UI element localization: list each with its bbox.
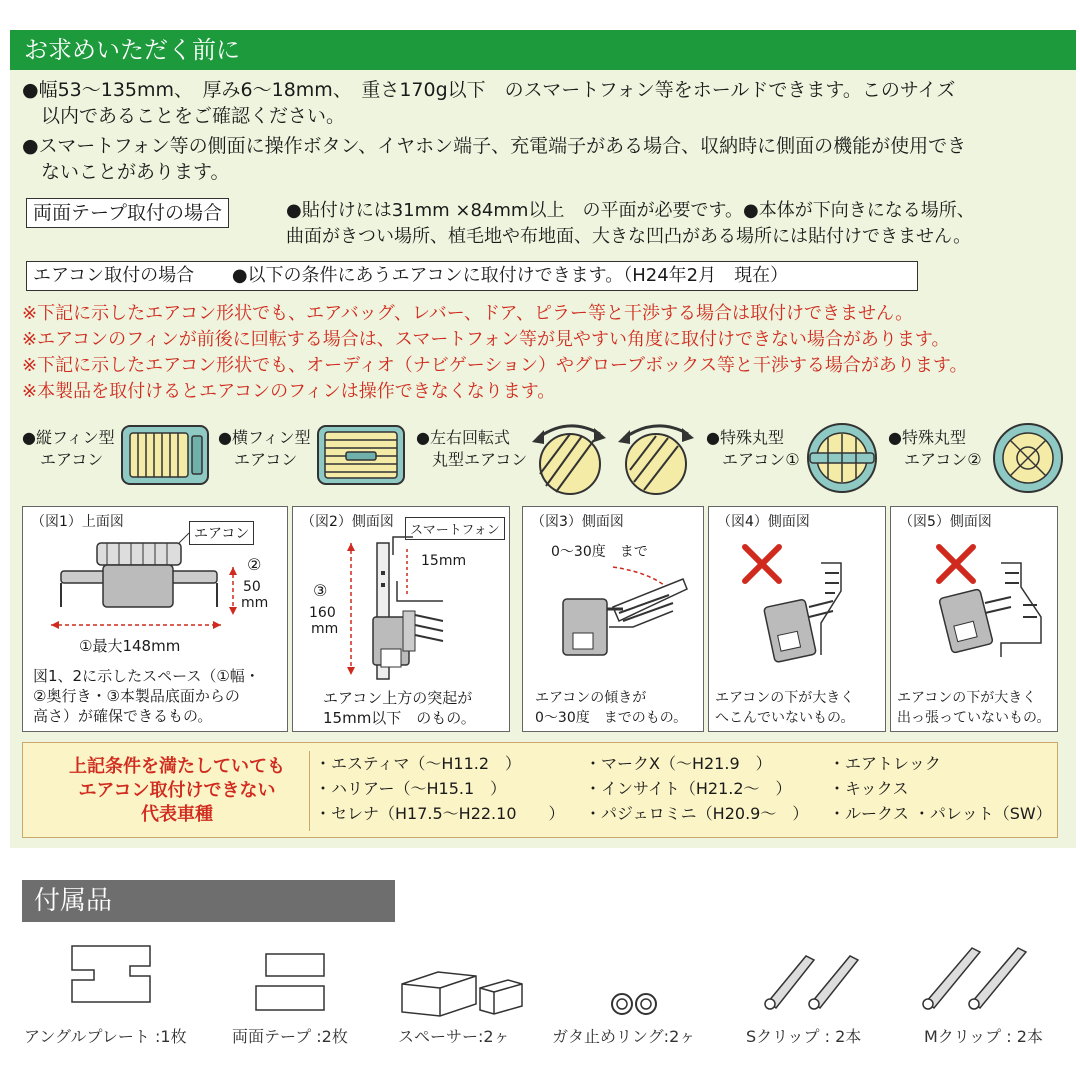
warning-1: ※下記に示したエアコン形状でも、エアバッグ、レバー、ドア、ピラー等と干渉する場合は取付けできません。: [22, 303, 914, 324]
car-item: ・セレナ（H17.5～H22.10 ）: [315, 804, 565, 823]
figure-2-height-num: ③: [313, 581, 328, 600]
accessories-header: 付属品: [22, 880, 395, 922]
figure-1-depth-val: 50: [243, 579, 261, 595]
figure-2-caption-2: 15mm以下 のもの。: [323, 709, 476, 727]
vent-type-vertical-label-2: エアコン: [40, 450, 104, 469]
incompatible-title-line-3: 代表車種: [141, 804, 213, 825]
figure-1-tag: エアコン: [189, 521, 254, 545]
accessory-label-s-clip: Sクリップ : 2本: [746, 1027, 862, 1046]
accessory-label-ring: ガタ止めリング:2ヶ: [552, 1027, 696, 1046]
figure-2-title: （図2）側面図: [301, 514, 394, 530]
figure-2-caption-1: エアコン上方の突起が: [323, 689, 473, 707]
figure-4-side-view-diagram: [709, 507, 887, 687]
special-round-vent-1-icon: [804, 420, 880, 496]
figure-1-caption-1: 図1、2に示したスペース（①幅・: [33, 667, 260, 685]
cars-divider: [309, 751, 310, 831]
figure-5-side-view-diagram: [891, 507, 1059, 687]
tape-section-label: 両面テープ取付の場合: [26, 198, 229, 228]
car-item: ・ルークス ・パレット（SW）: [829, 804, 1052, 823]
figure-2-gap: 15mm: [421, 553, 467, 569]
vent-type-horizontal-label-1: ●横フィン型: [218, 428, 311, 447]
incompatible-cars-box: [22, 742, 1058, 838]
car-item: ・インサイト（H21.2～ ）: [585, 779, 792, 798]
car-item: ・エスティマ（～H11.2 ）: [315, 754, 522, 773]
vent-type-special-1-label-1: ●特殊丸型: [706, 428, 784, 447]
accessory-label-angle-plate: アングルプレート :1枚: [24, 1027, 187, 1046]
vent-type-special-1-label-2: エアコン①: [722, 450, 800, 469]
figure-2-box: [292, 506, 510, 732]
intro-line-4: ないことがあります。: [22, 161, 230, 183]
accessory-label-tape: 両面テープ :2枚: [232, 1027, 348, 1046]
tape-line-1: ●貼付けには31mm ×84mm以上 の平面が必要です。●本体が下向きになる場所、: [286, 200, 975, 221]
intro-line-2: 以内であることをご確認ください。: [22, 105, 346, 127]
vent-type-special-2-label-1: ●特殊丸型: [888, 428, 966, 447]
car-item: ・ハリアー（～H15.1 ）: [315, 779, 507, 798]
intro-line-3: ●スマートフォン等の側面に操作ボタン、イヤホン端子、充電端子がある場合、収納時に側面の機能が使用でき: [22, 135, 967, 157]
figure-3-angle: 0～30度 まで: [551, 544, 648, 560]
figure-1-caption-2: ②奥行き・③本製品底面からの: [33, 687, 240, 705]
vent-type-rotating-label-1: ●左右回転式: [416, 428, 510, 447]
car-item: ・マークX（～H21.9 ）: [585, 754, 772, 773]
car-item: ・エアトレック: [829, 754, 941, 773]
figure-1-caption-3: 高さ）が確保できるもの。: [33, 707, 213, 725]
aircon-condition: ●以下の条件にあうエアコンに取付けできます。（H24年2月 現在）: [231, 265, 789, 286]
horizontal-fin-vent-icon: [316, 424, 406, 486]
figure-1-title: （図1）上面図: [31, 514, 124, 530]
warning-4: ※本製品を取付けるとエアコンのフィンは操作できなくなります。: [22, 381, 556, 402]
figure-3-side-view-diagram: [523, 507, 705, 687]
prohibited-x-icon-2: [939, 547, 973, 581]
vent-type-horizontal-label-2: エアコン: [234, 450, 298, 469]
prohibited-x-icon: [745, 547, 779, 581]
car-item: ・キックス: [829, 779, 909, 798]
vent-type-special-2-label-2: エアコン②: [904, 450, 982, 469]
figure-2-height-unit: mm: [311, 621, 339, 637]
figure-1-depth-unit: mm: [241, 595, 269, 611]
figure-5-caption-1: エアコンの下が大きく: [897, 690, 1037, 706]
figure-1-width-label: ①最大148mm: [79, 637, 181, 655]
figure-4-caption-2: へこんでいないもの。: [715, 710, 855, 726]
figure-3-title: （図3）側面図: [531, 514, 624, 530]
double-sided-tape-icon: [248, 950, 338, 1020]
incompatible-title-line-1: 上記条件を満たしていても: [69, 756, 285, 777]
vertical-fin-vent-icon: [120, 424, 210, 486]
tape-line-2: 曲面がきつい場所、植毛地や布地面、大きな凹凸がある場所には貼付けできません。: [286, 226, 972, 247]
rattle-stop-ring-icon: [606, 990, 666, 1018]
aircon-section-box: [26, 261, 918, 291]
rotating-round-vent-icon: [528, 416, 698, 496]
spacer-icon: [398, 962, 528, 1022]
m-clip-icon: [920, 940, 1040, 1014]
car-item: ・パジェロミニ（H20.9～ ）: [585, 804, 809, 823]
incompatible-title-line-2: エアコン取付けできない: [78, 780, 276, 801]
figure-2-height-val: 160: [309, 605, 336, 621]
incompatible-cars-title: [47, 755, 307, 827]
intro-line-1: ●幅53～135mm、 厚み6～18mm、 重さ170g以下 のスマートフォン等をホールドできます。このサイズ: [22, 79, 956, 101]
s-clip-icon: [760, 944, 870, 1014]
figure-1-depth-num: ②: [247, 555, 262, 574]
angle-plate-icon: [60, 940, 160, 1010]
special-round-vent-2-icon: [990, 420, 1066, 496]
figure-3-box: [522, 506, 704, 732]
section-header: お求めいただく前に: [10, 30, 1076, 70]
warning-2: ※エアコンのフィンが前後に回転する場合は、スマートフォン等が見やすい角度に取付けできない場合があります。: [22, 329, 950, 350]
figure-4-title: （図4）側面図: [717, 514, 810, 530]
figure-4-box: [708, 506, 886, 732]
warning-3: ※下記に示したエアコン形状でも、オーディオ（ナビゲーション）やグローブボックス等と干渉する場合があります。: [22, 355, 968, 376]
figure-5-box: [890, 506, 1058, 732]
accessory-label-m-clip: Mクリップ : 2本: [924, 1027, 1043, 1046]
figure-1-box: [22, 506, 288, 732]
figure-3-caption-1: エアコンの傾きが: [535, 690, 647, 706]
figure-5-caption-2: 出っ張っていないもの。: [897, 710, 1051, 726]
figure-4-caption-1: エアコンの下が大きく: [715, 690, 855, 706]
accessory-label-spacer: スペーサー:2ヶ: [398, 1027, 510, 1046]
figure-2-tag: スマートフォン: [405, 517, 505, 540]
aircon-section-label: エアコン取付の場合: [33, 265, 195, 286]
vent-type-rotating-label-2: 丸型エアコン: [432, 450, 528, 469]
figure-5-title: （図5）側面図: [899, 514, 992, 530]
figure-3-caption-2: 0～30度 までのもの。: [535, 710, 688, 726]
vent-type-vertical-label-1: ●縦フィン型: [22, 428, 115, 447]
